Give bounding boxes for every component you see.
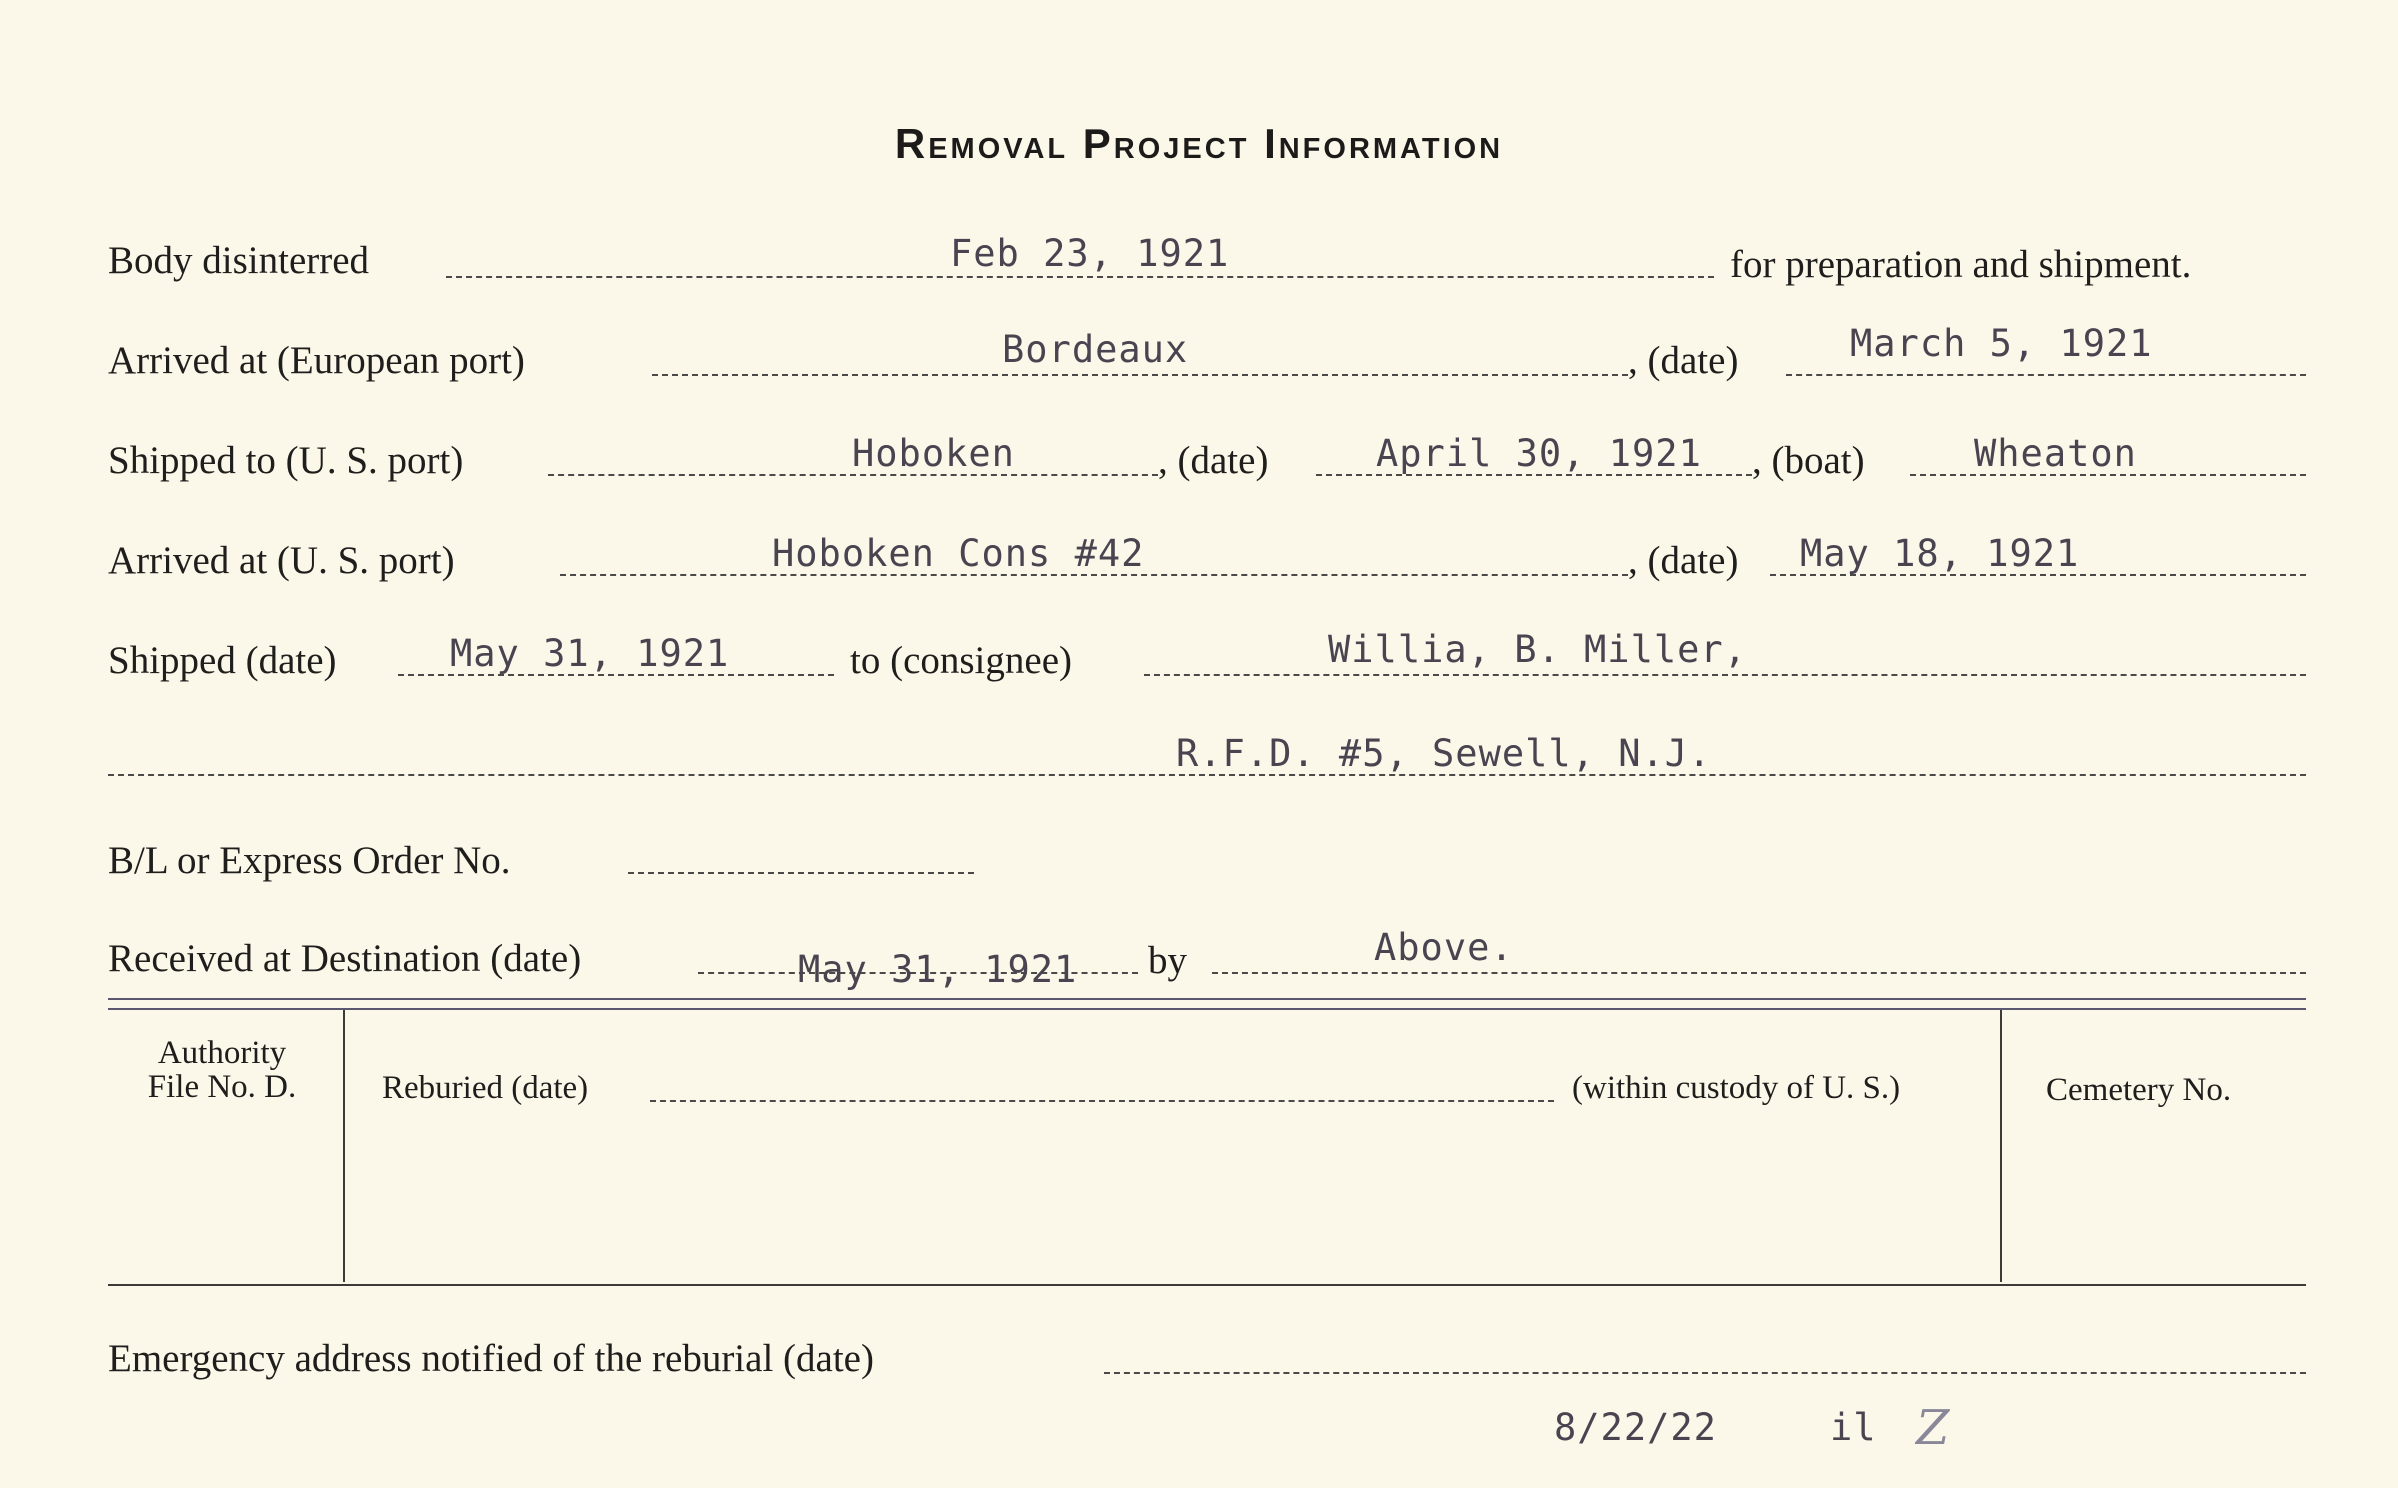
- value-us-port-arrived: Hoboken Cons #42: [772, 532, 1145, 575]
- blank-bl-order: [628, 872, 974, 874]
- rule-top-1: [108, 998, 2306, 1000]
- label-cemetery-no: Cemetery No.: [2046, 1072, 2232, 1108]
- label-file-no: File No. D.: [147, 1069, 297, 1105]
- label-received-destination: Received at Destination (date): [108, 937, 582, 980]
- label-date-1: , (date): [1628, 339, 1739, 382]
- label-to-consignee: to (consignee): [850, 639, 1073, 682]
- label-date-3: , (date): [1628, 539, 1739, 582]
- label-date-2: , (date): [1158, 439, 1269, 482]
- blank-consignee: [1144, 674, 2306, 676]
- value-consignee-name: Willia, B. Miller,: [1328, 628, 1747, 671]
- label-by: by: [1148, 939, 1187, 982]
- rule-top-2: [108, 1008, 2306, 1010]
- label-body-disinterred: Body disinterred: [108, 239, 370, 282]
- label-emergency: Emergency address notified of the reburial (date): [108, 1337, 874, 1380]
- rule-bottom: [108, 1284, 2306, 1286]
- blank-reburied: [650, 1100, 1554, 1102]
- value-disinterred-date: Feb 23, 1921: [950, 232, 1230, 275]
- value-us-ship-date: April 30, 1921: [1376, 432, 1702, 475]
- blank-european-port: [652, 374, 1628, 376]
- value-us-arrival-date: May 18, 1921: [1800, 532, 2080, 575]
- value-received-date: May 31, 1921: [798, 948, 1078, 991]
- label-arrived-european: Arrived at (European port): [108, 339, 525, 382]
- label-bl-order: B/L or Express Order No.: [108, 839, 511, 882]
- label-shipped-to: Shipped to (U. S. port): [108, 439, 464, 482]
- blank-received-by: [1212, 972, 2306, 974]
- divider-left: [343, 1010, 345, 1282]
- value-footer-initials: il: [1830, 1406, 1877, 1449]
- label-shipped-date: Shipped (date): [108, 639, 337, 682]
- divider-right: [2000, 1010, 2002, 1282]
- label-boat: , (boat): [1752, 439, 1865, 482]
- value-european-date: March 5, 1921: [1850, 322, 2153, 365]
- label-authority: Authority: [157, 1035, 287, 1071]
- label-for-preparation: for preparation and shipment.: [1730, 243, 2192, 286]
- blank-emergency: [1104, 1372, 2306, 1374]
- value-footer-date: 8/22/22: [1554, 1406, 1717, 1449]
- blank-disinterred: [446, 276, 1714, 278]
- label-custody: (within custody of U. S.): [1572, 1070, 1901, 1106]
- page-title: Removal Project Information: [894, 120, 1504, 167]
- value-boat: Wheaton: [1974, 432, 2137, 475]
- value-us-port-shipped: Hoboken: [852, 432, 1015, 475]
- label-reburied: Reburied (date): [382, 1070, 589, 1106]
- blank-european-date: [1786, 374, 2306, 376]
- handwritten-mark: Z: [1916, 1400, 1950, 1456]
- value-shipped-date: May 31, 1921: [450, 632, 730, 675]
- value-consignee-address: R.F.D. #5, Sewell, N.J.: [1176, 732, 1712, 775]
- authority-block: [112, 1036, 332, 1104]
- value-received-by: Above.: [1374, 926, 1514, 969]
- value-european-port: Bordeaux: [1002, 328, 1189, 371]
- label-arrived-us: Arrived at (U. S. port): [108, 539, 455, 582]
